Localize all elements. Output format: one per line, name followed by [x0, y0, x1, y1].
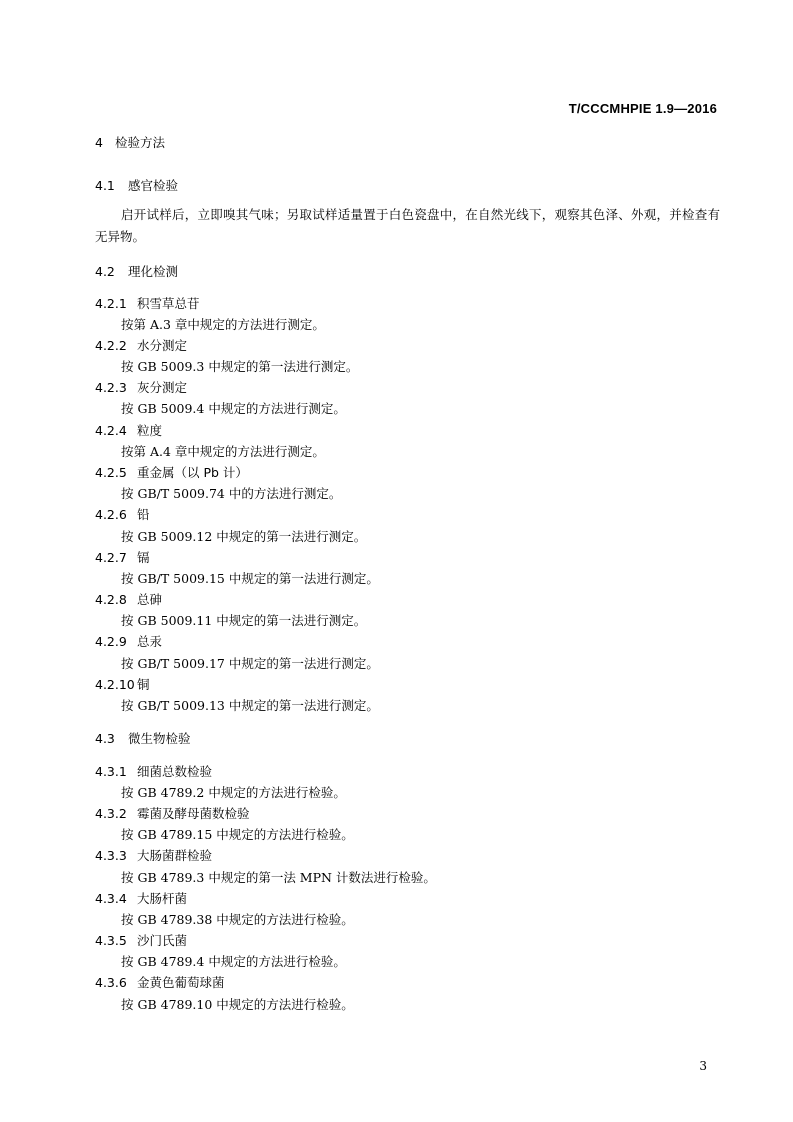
clause-number: 4.2.2: [95, 338, 127, 353]
clause-title: 铅: [137, 507, 150, 522]
clause-text: 按 GB 5009.11 中规定的第一法进行测定。: [121, 613, 367, 628]
section-4-3-heading: [95, 729, 191, 747]
section-number: 4.1: [95, 178, 115, 193]
clause-text: 按 GB 4789.10 中规定的方法进行检验。: [121, 997, 354, 1012]
clause-heading: [95, 632, 162, 650]
section-title: 检验方法: [115, 135, 166, 150]
clause-text: 按 GB 4789.4 中规定的方法进行检验。: [121, 954, 346, 969]
clause-number: 4.2.9: [95, 634, 127, 649]
section-number: 4.2: [95, 264, 115, 279]
clause-heading: [95, 336, 187, 354]
clause-heading: [95, 846, 212, 864]
clause-title: 镉: [137, 550, 150, 565]
clause-number: 4.2.3: [95, 380, 127, 395]
section-4-1-heading: [95, 176, 178, 194]
section-4-heading: [95, 133, 165, 151]
clause-number: 4.2.6: [95, 507, 127, 522]
clause-text: 按 GB 4789.38 中规定的方法进行检验。: [121, 912, 354, 927]
clause-text: 按 GB/T 5009.74 中的方法进行测定。: [121, 486, 342, 501]
clause-text: 按 GB 4789.2 中规定的方法进行检验。: [121, 785, 346, 800]
clause-number: 4.3.6: [95, 975, 127, 990]
clause-number: 4.2.4: [95, 423, 127, 438]
section-title: 理化检测: [128, 264, 179, 279]
clause-title: 粒度: [137, 423, 163, 438]
clause-heading: [95, 463, 248, 481]
clause-title: 铜: [137, 677, 150, 692]
section-number: 4.3: [95, 731, 115, 746]
page-number: 3: [699, 1059, 707, 1073]
clause-number: 4.2.5: [95, 465, 127, 480]
clause-heading: [95, 505, 150, 523]
clause-text: 按 GB 5009.12 中规定的第一法进行测定。: [121, 529, 367, 544]
clause-text: 按 GB 4789.3 中规定的第一法 MPN 计数法进行检验。: [121, 870, 436, 885]
clause-heading: [95, 590, 162, 608]
clause-number: 4.3.5: [95, 933, 127, 948]
clause-title: 金黄色葡萄球菌: [137, 975, 225, 990]
clause-number: 4.2.7: [95, 550, 127, 565]
clause-title: 霉菌及酵母菌数检验: [137, 806, 250, 821]
clause-title: 大肠菌群检验: [137, 848, 213, 863]
clause-text: 按 GB/T 5009.17 中规定的第一法进行测定。: [121, 656, 379, 671]
clause-title: 重金属（以 Pb 计）: [137, 465, 248, 480]
clause-text: 按 GB 4789.15 中规定的方法进行检验。: [121, 827, 354, 842]
clause-text: 按 GB/T 5009.13 中规定的第一法进行测定。: [121, 698, 379, 713]
clause-title: 总汞: [137, 634, 163, 649]
clause-heading: [95, 762, 212, 780]
section-title: 微生物检验: [128, 731, 191, 746]
clause-heading: [95, 931, 187, 949]
clause-title: 总砷: [137, 592, 163, 607]
clause-text: 按 GB 5009.4 中规定的方法进行测定。: [121, 401, 346, 416]
section-title: 感官检验: [128, 178, 179, 193]
clause-number: 4.2.10: [95, 677, 135, 692]
clause-number: 4.3.1: [95, 764, 127, 779]
clause-text: 按 GB/T 5009.15 中规定的第一法进行测定。: [121, 571, 379, 586]
clause-heading: [95, 548, 150, 566]
clause-heading: [95, 421, 162, 439]
clause-title: 灰分测定: [137, 380, 188, 395]
clause-title: 水分测定: [137, 338, 188, 353]
clause-text: 按第 A.4 章中规定的方法进行测定。: [121, 444, 325, 459]
section-4-1-text: 启开试样后，立即嗅其气味；另取试样适量置于白色瓷盘中，在自然光线下，观察其色泽、外观，并检查有无异物。: [95, 207, 720, 244]
clause-number: 4.3.4: [95, 891, 127, 906]
clause-title: 细菌总数检验: [137, 764, 213, 779]
clause-heading: [95, 889, 187, 907]
clause-heading: [95, 804, 250, 822]
clause-heading: [95, 378, 187, 396]
section-number: 4: [95, 135, 103, 150]
clause-title: 沙门氏菌: [137, 933, 188, 948]
clause-number: 4.2.8: [95, 592, 127, 607]
document-code: T/CCCMHPIE 1.9—2016: [568, 101, 717, 116]
clause-text: 按 GB 5009.3 中规定的第一法进行测定。: [121, 359, 359, 374]
clause-heading: [95, 294, 200, 312]
clause-title: 积雪草总苷: [137, 296, 200, 311]
section-4-2-heading: [95, 262, 178, 280]
clause-heading: [95, 973, 225, 991]
clause-text: 按第 A.3 章中规定的方法进行测定。: [121, 317, 325, 332]
clause-heading: [95, 675, 150, 693]
clause-number: 4.3.2: [95, 806, 127, 821]
clause-number: 4.2.1: [95, 296, 127, 311]
clause-number: 4.3.3: [95, 848, 127, 863]
clause-title: 大肠杆菌: [137, 891, 188, 906]
